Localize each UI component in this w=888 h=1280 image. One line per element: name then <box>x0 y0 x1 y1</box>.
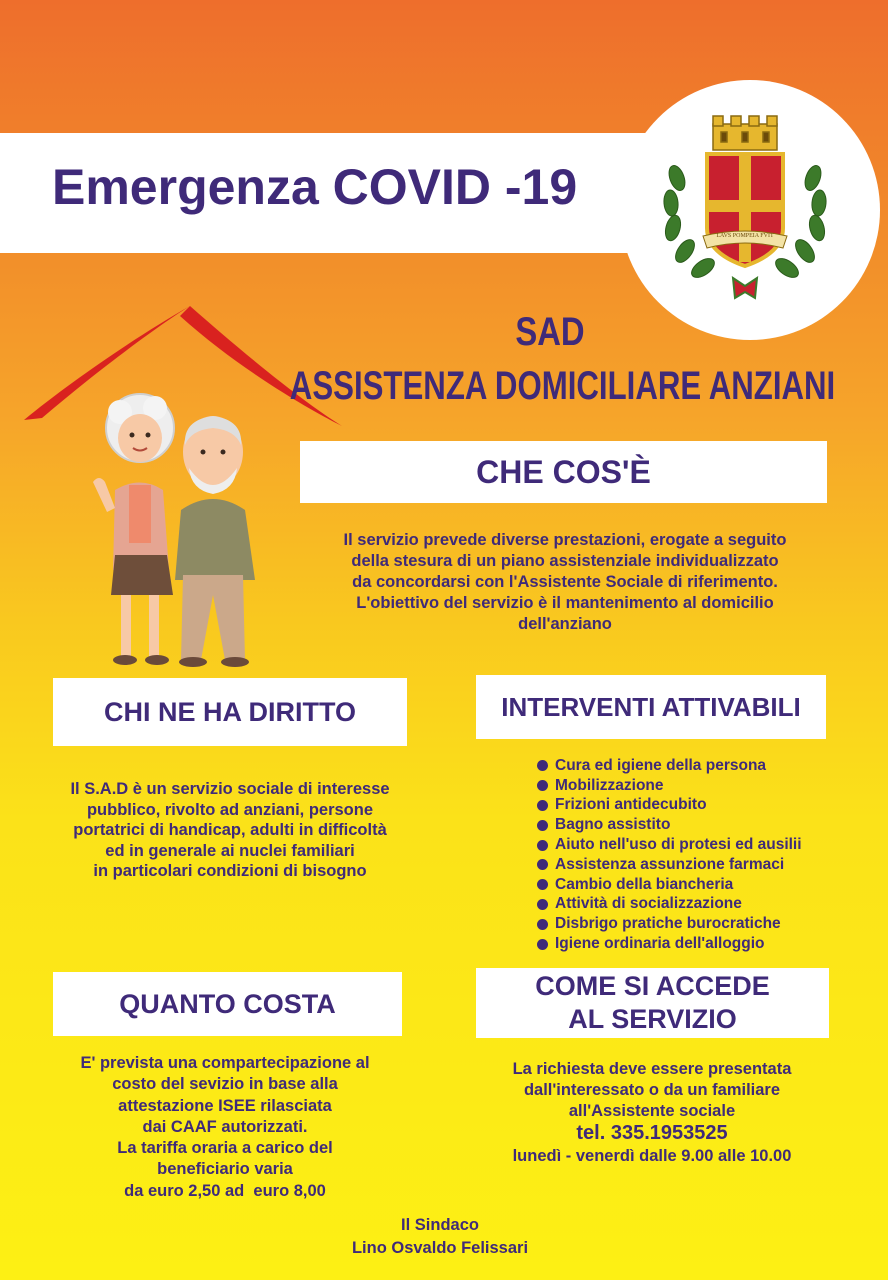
list-item: Assistenza assunzione farmaci <box>537 855 857 875</box>
list-item: Attività di socializzazione <box>537 895 857 915</box>
text-line: portatrici di handicap, adulti in difficoltà <box>73 821 387 839</box>
quanto-costa-text <box>30 1053 420 1202</box>
signature-name: Lino Osvaldo Felissari <box>351 1239 529 1257</box>
come-si-accede-text <box>462 1059 842 1167</box>
text-line: dai CAAF autorizzati. <box>142 1117 308 1136</box>
bullet-icon <box>537 859 548 870</box>
text-line: dell'anziano <box>518 615 612 633</box>
text-line: pubblico, rivolto ad anziani, persone <box>86 800 374 819</box>
text-line: ed in generale ai nuclei familiari <box>105 841 355 860</box>
text-line: attestazione ISEE rilasciata <box>118 1096 332 1115</box>
text-line: da euro 2,50 ad euro 8,00 <box>124 1181 326 1200</box>
list-item: Bagno assistito <box>537 815 857 835</box>
service-name: ASSISTENZA DOMICILIARE ANZIANI <box>289 364 836 408</box>
text-line: in particolari condizioni di bisogno <box>93 862 367 880</box>
text-line: della stesura di un piano assistenziale individualizzato <box>351 552 779 570</box>
list-item: Disbrigo pratiche burocratiche <box>537 914 857 934</box>
signature <box>300 1214 580 1260</box>
text-line: L'obiettivo del servizio è il mantenimento al domicilio <box>356 594 774 612</box>
bullet-icon <box>537 939 548 950</box>
signature-role: Il Sindaco <box>401 1216 479 1234</box>
bullet-icon <box>537 840 548 851</box>
office-hours: lunedì - venerdì dalle 9.00 alle 10.00 <box>512 1147 792 1165</box>
list-item: Aiuto nell'uso di protesi ed ausilii <box>537 835 857 855</box>
heading-line: AL SERVIZIO <box>568 1004 737 1034</box>
list-item: Mobilizzazione <box>537 776 857 796</box>
section-heading-interventi: INTERVENTI ATTIVABILI <box>476 675 826 739</box>
list-item: Cambio della biancheria <box>537 875 857 895</box>
che-cose-text <box>300 530 830 635</box>
municipal-crest-icon <box>655 108 835 308</box>
list-item: Igiene ordinaria dell'alloggio <box>537 934 857 954</box>
text-line: La richiesta deve essere presentata <box>512 1060 792 1078</box>
text-line: La tariffa oraria a carico del <box>117 1139 333 1158</box>
bullet-icon <box>537 919 548 930</box>
section-heading-quanto-costa: QUANTO COSTA <box>53 972 402 1036</box>
text-line: Il S.A.D è un servizio sociale di interesse <box>70 780 390 798</box>
text-line: all'Assistente sociale <box>568 1102 736 1120</box>
service-acronym: SAD <box>515 310 585 354</box>
chi-ne-ha-diritto-text <box>30 779 430 882</box>
text-line: Il servizio prevede diverse prestazioni, erogate a seguito <box>343 531 787 549</box>
text-line: costo del sevizio in base alla <box>112 1075 338 1094</box>
text-line: dall'interessato o da un familiare <box>523 1081 781 1099</box>
list-item: Cura ed igiene della persona <box>537 756 857 776</box>
bullet-icon <box>537 760 548 771</box>
text-line: da concordarsi con l'Assistente Sociale di riferimento. <box>352 573 778 591</box>
bullet-icon <box>537 879 548 890</box>
bullet-icon <box>537 780 548 791</box>
phone-number[interactable]: tel. 335.1953525 <box>576 1122 728 1144</box>
text-line: E' prevista una compartecipazione al <box>80 1054 370 1072</box>
crest-motto: LAVS POMPEIA FVIT <box>716 233 774 239</box>
bullet-icon <box>537 800 548 811</box>
interventi-list <box>537 756 857 954</box>
bullet-icon <box>537 899 548 910</box>
bullet-icon <box>537 820 548 831</box>
section-heading-che-cose: CHE COS'È <box>300 441 827 503</box>
section-heading-come-si-accede <box>476 968 829 1038</box>
list-item: Frizioni antidecubito <box>537 796 857 816</box>
heading-line: COME SI ACCEDE <box>535 971 770 1001</box>
page-title: Emergenza COVID -19 <box>52 159 578 215</box>
section-heading-chi-ne-ha-diritto: CHI NE HA DIRITTO <box>53 678 407 746</box>
elderly-couple-illustration <box>85 390 270 670</box>
text-line: beneficiario varia <box>157 1160 293 1179</box>
